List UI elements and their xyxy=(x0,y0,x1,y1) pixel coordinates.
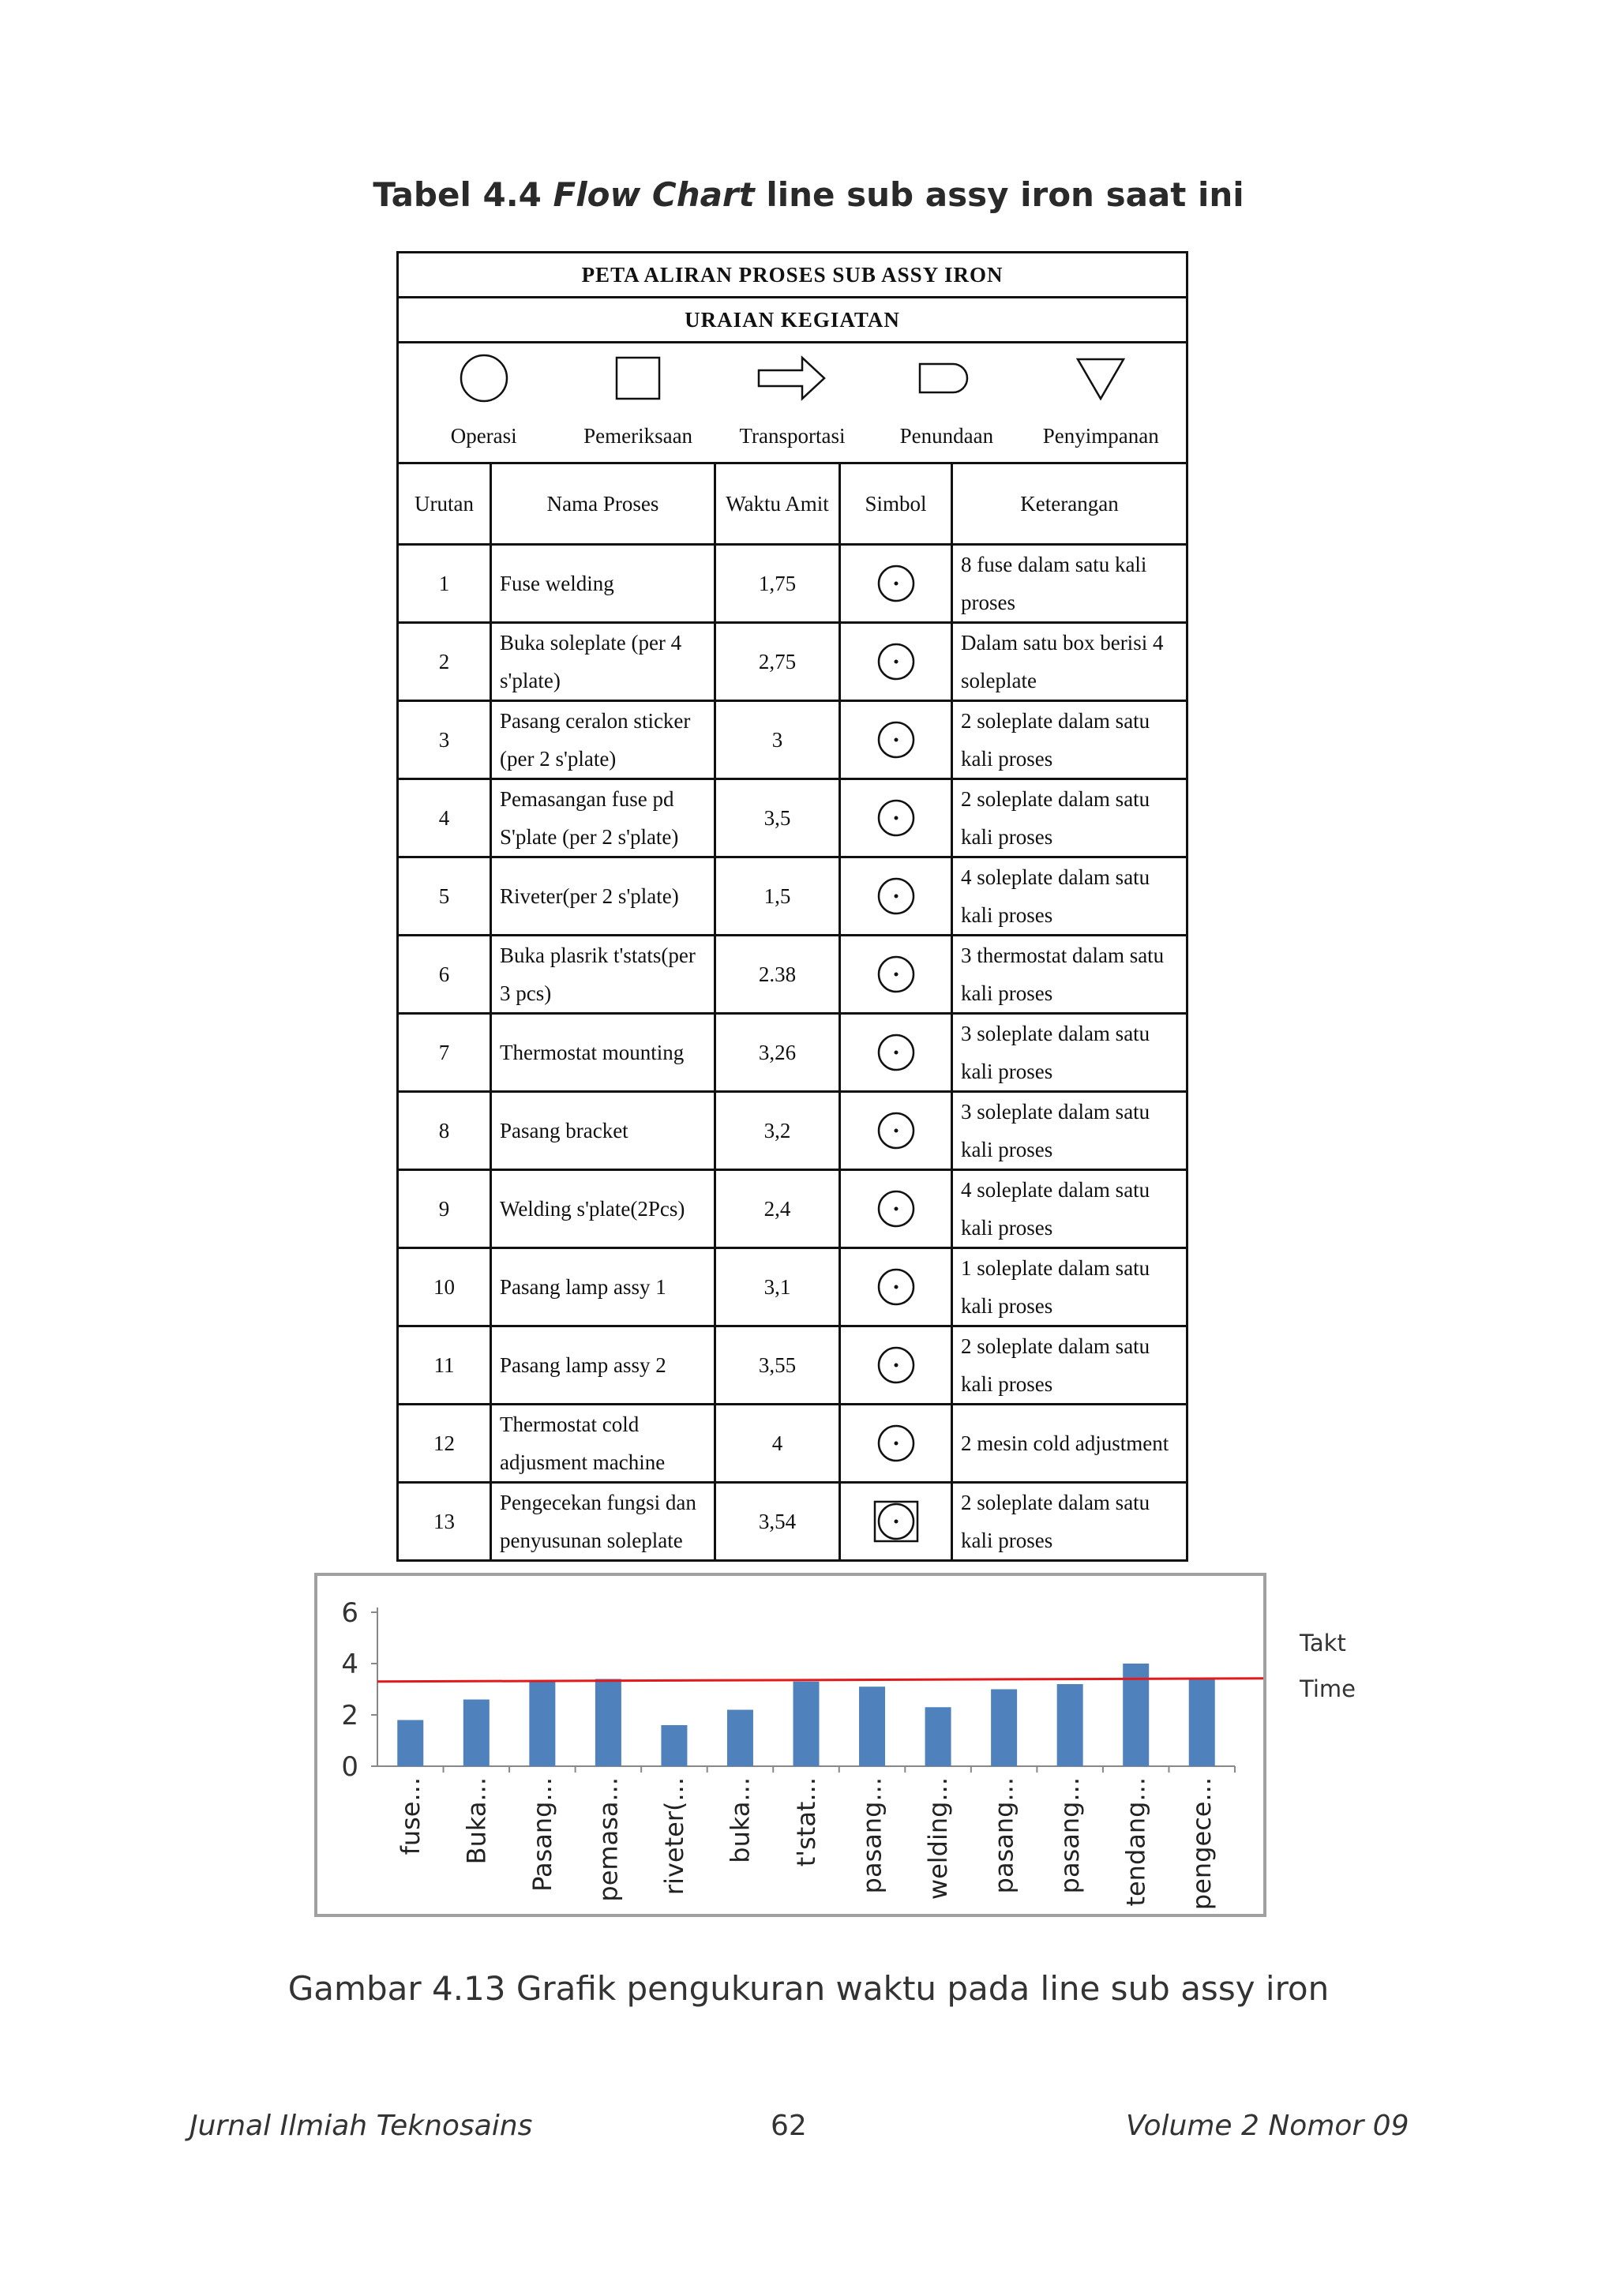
x-tick-label: pasang... xyxy=(1055,1777,1086,1894)
cell-waktu: 3 xyxy=(715,701,840,779)
bar xyxy=(793,1682,820,1766)
cell-urutan: 1 xyxy=(398,545,491,623)
symbol-label: Penundaan xyxy=(899,424,994,448)
table-row xyxy=(398,1326,1187,1405)
operation-circle-icon xyxy=(872,1421,920,1465)
cell-waktu: 2,4 xyxy=(715,1170,840,1248)
cell-nama: Pasang ceralon sticker (per 2 s'plate) xyxy=(491,701,715,779)
cell-simbol xyxy=(840,936,952,1014)
bar xyxy=(529,1682,555,1766)
table-row xyxy=(398,857,1187,936)
operation-circle-icon xyxy=(872,1187,920,1231)
table-row xyxy=(398,623,1187,701)
table-row xyxy=(398,701,1187,779)
cell-keterangan: 2 mesin cold adjustment xyxy=(952,1405,1187,1483)
symbol-penyimpanan xyxy=(1026,343,1176,448)
cell-waktu: 1,75 xyxy=(715,545,840,623)
cell-keterangan: 2 soleplate dalam satu kali proses xyxy=(952,1326,1187,1405)
cell-simbol xyxy=(840,1483,952,1561)
cell-nama: Buka plasrik t'stats(per 3 pcs) xyxy=(491,936,715,1014)
y-tick-label: 6 xyxy=(341,1597,358,1629)
cell-simbol xyxy=(840,1014,952,1092)
col-simbol: Simbol xyxy=(840,463,952,545)
operation-circle-icon xyxy=(872,1109,920,1153)
x-tick-label: pasang... xyxy=(857,1777,887,1894)
bar xyxy=(727,1710,753,1767)
operation-circle-icon xyxy=(872,1343,920,1387)
x-tick-label: pengece... xyxy=(1187,1777,1217,1911)
operation-circle-icon xyxy=(872,718,920,762)
table-header-main: PETA ALIRAN PROSES SUB ASSY IRON xyxy=(398,253,1187,298)
cell-nama: Pasang lamp assy 1 xyxy=(491,1248,715,1326)
circle-icon xyxy=(456,353,512,403)
cell-urutan: 11 xyxy=(398,1326,491,1405)
bar-chart xyxy=(317,1576,1263,1914)
x-tick-label: fuse... xyxy=(395,1777,426,1855)
cell-nama: Fuse welding xyxy=(491,545,715,623)
volume-info: Volume 2 Nomor 09 xyxy=(1126,2110,1409,2142)
cell-simbol xyxy=(840,1248,952,1326)
operation-circle-icon xyxy=(872,1499,920,1544)
cell-nama: Buka soleplate (per 4 s'plate) xyxy=(491,623,715,701)
cell-nama: Pengecekan fungsi dan penyusunan soleplate xyxy=(491,1483,715,1561)
bar xyxy=(397,1720,423,1767)
page-number: 62 xyxy=(771,2110,807,2142)
cell-simbol xyxy=(840,857,952,936)
cell-nama: Pasang bracket xyxy=(491,1092,715,1170)
symbol-legend xyxy=(398,343,1187,463)
col-urutan: Urutan xyxy=(398,463,491,545)
y-tick-label: 2 xyxy=(341,1700,358,1731)
cell-urutan: 6 xyxy=(398,936,491,1014)
cell-waktu: 2,75 xyxy=(715,623,840,701)
cell-keterangan: 3 soleplate dalam satu kali proses xyxy=(952,1014,1187,1092)
journal-name: Jurnal Ilmiah Teknosains xyxy=(189,2110,533,2142)
cell-urutan: 3 xyxy=(398,701,491,779)
cell-urutan: 2 xyxy=(398,623,491,701)
table-row xyxy=(398,1405,1187,1483)
cell-keterangan: 2 soleplate dalam satu kali proses xyxy=(952,701,1187,779)
table-row xyxy=(398,779,1187,857)
operation-circle-icon xyxy=(872,640,920,684)
cell-simbol xyxy=(840,779,952,857)
cell-keterangan: 4 soleplate dalam satu kali proses xyxy=(952,857,1187,936)
x-tick-label: buka... xyxy=(725,1777,756,1863)
table-header-sub: URAIAN KEGIATAN xyxy=(398,298,1187,343)
symbol-label: Penyimpanan xyxy=(1042,424,1159,448)
cell-urutan: 13 xyxy=(398,1483,491,1561)
bar xyxy=(661,1725,687,1766)
cell-urutan: 4 xyxy=(398,779,491,857)
table-row xyxy=(398,1170,1187,1248)
cell-simbol xyxy=(840,1170,952,1248)
symbol-transportasi xyxy=(717,343,867,448)
table-row xyxy=(398,936,1187,1014)
x-tick-label: Buka... xyxy=(461,1777,492,1865)
col-nama: Nama Proses xyxy=(491,463,715,545)
cell-nama: Pasang lamp assy 2 xyxy=(491,1326,715,1405)
symbol-penundaan xyxy=(872,343,1022,448)
cell-keterangan: Dalam satu box berisi 4 soleplate xyxy=(952,623,1187,701)
cell-simbol xyxy=(840,1092,952,1170)
table-row xyxy=(398,1014,1187,1092)
table-row xyxy=(398,1483,1187,1561)
bar xyxy=(991,1690,1017,1767)
cell-nama: Pemasangan fuse pd S'plate (per 2 s'plate) xyxy=(491,779,715,857)
symbol-label: Transportasi xyxy=(739,424,846,448)
bar xyxy=(859,1686,885,1766)
operation-circle-icon xyxy=(872,1265,920,1309)
figure-caption: Gambar 4.13 Grafik pengukuran waktu pada line sub assy iron xyxy=(287,1969,1330,2008)
cell-waktu: 3,5 xyxy=(715,779,840,857)
col-keterangan: Keterangan xyxy=(952,463,1187,545)
cell-waktu: 1,5 xyxy=(715,857,840,936)
delay-icon xyxy=(915,353,978,403)
operation-circle-icon xyxy=(872,874,920,918)
cell-urutan: 9 xyxy=(398,1170,491,1248)
cell-simbol xyxy=(840,701,952,779)
takt-label-2: Time xyxy=(1300,1675,1356,1702)
cell-nama: Riveter(per 2 s'plate) xyxy=(491,857,715,936)
symbol-operasi xyxy=(409,343,559,448)
cell-simbol xyxy=(840,623,952,701)
cell-simbol xyxy=(840,545,952,623)
bar xyxy=(1057,1684,1083,1766)
cell-urutan: 12 xyxy=(398,1405,491,1483)
cell-nama: Thermostat cold adjusment machine xyxy=(491,1405,715,1483)
cell-keterangan: 8 fuse dalam satu kali proses xyxy=(952,545,1187,623)
x-tick-label: t'stat... xyxy=(791,1777,821,1867)
cell-keterangan: 4 soleplate dalam satu kali proses xyxy=(952,1170,1187,1248)
table-row xyxy=(398,545,1187,623)
cell-waktu: 2.38 xyxy=(715,936,840,1014)
table-title xyxy=(0,175,1617,214)
table-row xyxy=(398,1092,1187,1170)
operation-circle-icon xyxy=(872,952,920,996)
cell-urutan: 10 xyxy=(398,1248,491,1326)
cell-simbol xyxy=(840,1405,952,1483)
x-tick-label: pasang... xyxy=(989,1777,1019,1894)
bar xyxy=(1189,1679,1215,1767)
cell-urutan: 7 xyxy=(398,1014,491,1092)
x-tick-label: pemasa... xyxy=(593,1777,624,1902)
cell-keterangan: 1 soleplate dalam satu kali proses xyxy=(952,1248,1187,1326)
cell-waktu: 3,55 xyxy=(715,1326,840,1405)
cell-waktu: 3,26 xyxy=(715,1014,840,1092)
cell-urutan: 8 xyxy=(398,1092,491,1170)
symbol-label: Operasi xyxy=(450,424,517,448)
triangle-icon xyxy=(1073,353,1128,403)
cell-waktu: 3,1 xyxy=(715,1248,840,1326)
cell-simbol xyxy=(840,1326,952,1405)
operation-circle-icon xyxy=(872,1030,920,1075)
cell-keterangan: 3 thermostat dalam satu kali proses xyxy=(952,936,1187,1014)
col-waktu: Waktu Amit xyxy=(715,463,840,545)
square-icon xyxy=(610,353,666,403)
cell-nama: Welding s'plate(2Pcs) xyxy=(491,1170,715,1248)
y-tick-label: 4 xyxy=(341,1649,358,1680)
x-tick-label: welding... xyxy=(923,1777,954,1900)
bar xyxy=(595,1679,621,1767)
cell-waktu: 3,2 xyxy=(715,1092,840,1170)
symbol-label: Pemeriksaan xyxy=(583,424,693,448)
bar xyxy=(925,1707,951,1766)
title-italic: Flow Chart xyxy=(553,175,755,214)
takt-label-1: Takt xyxy=(1300,1630,1346,1656)
operation-circle-icon xyxy=(872,796,920,840)
title-prefix: Tabel 4.4 xyxy=(373,175,553,214)
cell-waktu: 4 xyxy=(715,1405,840,1483)
bar xyxy=(463,1700,490,1767)
cell-keterangan: 2 soleplate dalam satu kali proses xyxy=(952,1483,1187,1561)
arrow-icon xyxy=(756,353,827,403)
x-tick-label: riveter(... xyxy=(658,1777,689,1896)
flow-chart-table xyxy=(396,251,1188,1562)
title-suffix: line sub assy iron saat ini xyxy=(754,175,1244,214)
x-tick-label: tendang... xyxy=(1120,1777,1151,1907)
table-row xyxy=(398,1248,1187,1326)
time-chart xyxy=(314,1573,1266,1917)
symbol-pemeriksaan xyxy=(563,343,713,448)
cell-nama: Thermostat mounting xyxy=(491,1014,715,1092)
y-tick-label: 0 xyxy=(341,1751,358,1783)
cell-urutan: 5 xyxy=(398,857,491,936)
x-tick-label: Pasang... xyxy=(527,1777,557,1892)
cell-keterangan: 3 soleplate dalam satu kali proses xyxy=(952,1092,1187,1170)
cell-waktu: 3,54 xyxy=(715,1483,840,1561)
operation-circle-icon xyxy=(872,561,920,606)
cell-keterangan: 2 soleplate dalam satu kali proses xyxy=(952,779,1187,857)
